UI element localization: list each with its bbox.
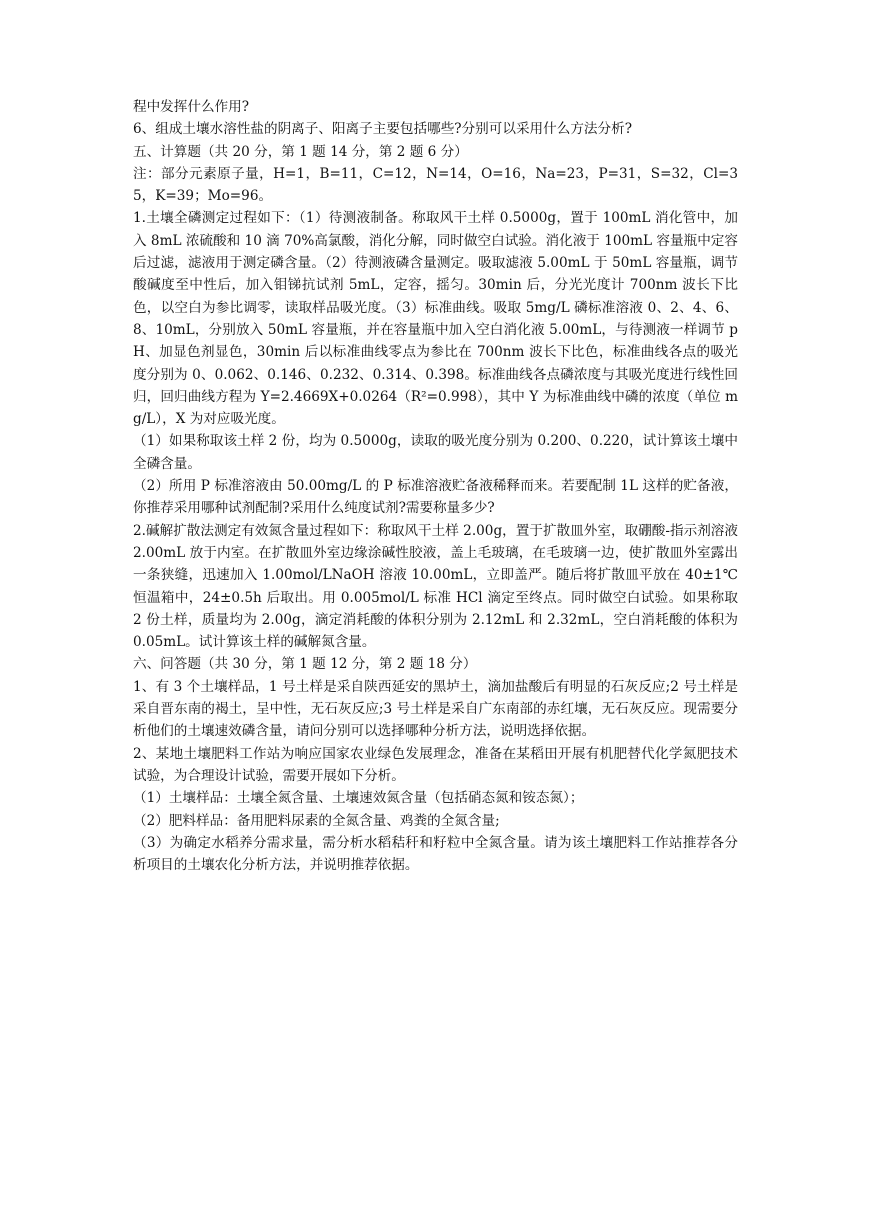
calc-question-2: 2.碱解扩散法测定有效氮含量过程如下：称取风干土样 2.00g，置于扩散皿外室，取硼酸-指示剂溶液 2.00mL 放于内室。在扩散皿外室边缘涂碱性胶液，盖上毛玻璃，在毛玻璃一边，使扩散皿外室露出一条狭缝，迅速加入 1.00mol/LNaOH 溶液 10.00mL，立即盖严。随后将扩散皿平放在 40±1℃恒温箱中，24±0.5h 后取出。用 0.005mol/L 标准 HCl 滴定至终点。同时做空白试验。如果称取 2 份土样，质量均为 2.00g，滴定消耗酸的体积分别为 2.12mL 和 2.32mL，空白消耗酸的体积为 0.05mL。试计算该土样的碱解氮含量。: [133, 522, 738, 651]
question-6: 6、组成土壤水溶性盐的阴离子、阳离子主要包括哪些?分别可以采用什么方法分析?: [133, 121, 633, 138]
qa-question-2-item-1: （1）土壤样品：土壤全氮含量、土壤速效氮含量（包括硝态氮和铵态氮）；: [133, 790, 584, 807]
qa-question-2-item-2: （2）肥料样品：备用肥料尿素的全氮含量、鸡粪的全氮含量;: [133, 812, 500, 829]
qa-question-2: 2、某地土壤肥料工作站为响应国家农业绿色发展理念，准备在某稻田开展有机肥替代化学氮肥技术试验，为合理设计试验，需要开展如下分析。: [133, 745, 738, 784]
document-body: [133, 96, 738, 876]
atomic-mass-note: 注：部分元素原子量，H=1，B=11，C=12，N=14，O=16，Na=23，P=31，S=32，Cl=35，K=39；Mo=96。: [133, 165, 738, 205]
section-heading-calculation: 五、计算题（共 20 分，第 1 题 14 分，第 2 题 6 分）: [133, 143, 468, 160]
qa-question-1: 1、有 3 个土壤样品，1 号土样是采自陕西延安的黑垆土，滴加盐酸后有明显的石灰反应;2 号土样是采自晋东南的褐土，呈中性，无石灰反应;3 号土样是采自广东南部的赤红壤，无石灰反应。现需要分析他们的土壤速效磷含量，请问分别可以选择哪种分析方法，说明选择依据。: [133, 678, 738, 740]
section-heading-qa: 六、问答题（共 30 分，第 1 题 12 分，第 2 题 18 分）: [133, 656, 477, 673]
calc-question-1-part-2: （2）所用 P 标准溶液由 50.00mg/L 的 P 标准溶液贮备液稀释而来。若要配制 1L 这样的贮备液，你推荐采用哪种试剂配制?采用什么纯度试剂?需要称量多少?: [133, 478, 738, 517]
calc-question-1: 1.土壤全磷测定过程如下：（1）待测液制备。称取风干土样 0.5000g，置于 100mL 消化管中，加入 8mL 浓硫酸和 10 滴 70%高氯酸，消化分解，同时做空白试验。消化液于 100mL 容量瓶中定容后过滤，滤液用于测定磷含量。（2）待测液磷含量测定。吸取滤液 5.00mL 于 50mL 容量瓶，调节酸碱度至中性后，加入钼锑抗试剂 5mL，定容，摇匀。30min 后，分光光度计 700nm 波长下比色，以空白为参比调零，读取样品吸光度。（3）标准曲线。吸取 5mg/L 磷标准溶液 0、2、4、6、8、10mL，分别放入 50mL 容量瓶，并在容量瓶中加入空白消化液 5.00mL，与待测液一样调节 pH、加显色剂显色，30min 后以标准曲线零点为参比在 700nm 波长下比色，标准曲线各点的吸光度分别为 0、0.062、0.146、0.232、0.314、0.398。标准曲线各点磷浓度与其吸光度进行线性回归，回归曲线方程为 Y=2.4669X+0.0264（R²=0.998），其中 Y 为标准曲线中磷的浓度（单位 mg/L），X 为对应吸光度。: [133, 210, 738, 428]
paragraph-continuation: 程中发挥什么作用?: [133, 99, 250, 115]
qa-question-2-item-3: （3）为确定水稻养分需求量，需分析水稻秸秆和籽粒中全氮含量。请为该土壤肥料工作站推荐各分析项目的土壤农化分析方法，并说明推荐依据。: [133, 834, 738, 874]
calc-question-1-part-1: （1）如果称取该土样 2 份，均为 0.5000g，读取的吸光度分别为 0.200、0.220，试计算该土壤中全磷含量。: [133, 433, 738, 472]
